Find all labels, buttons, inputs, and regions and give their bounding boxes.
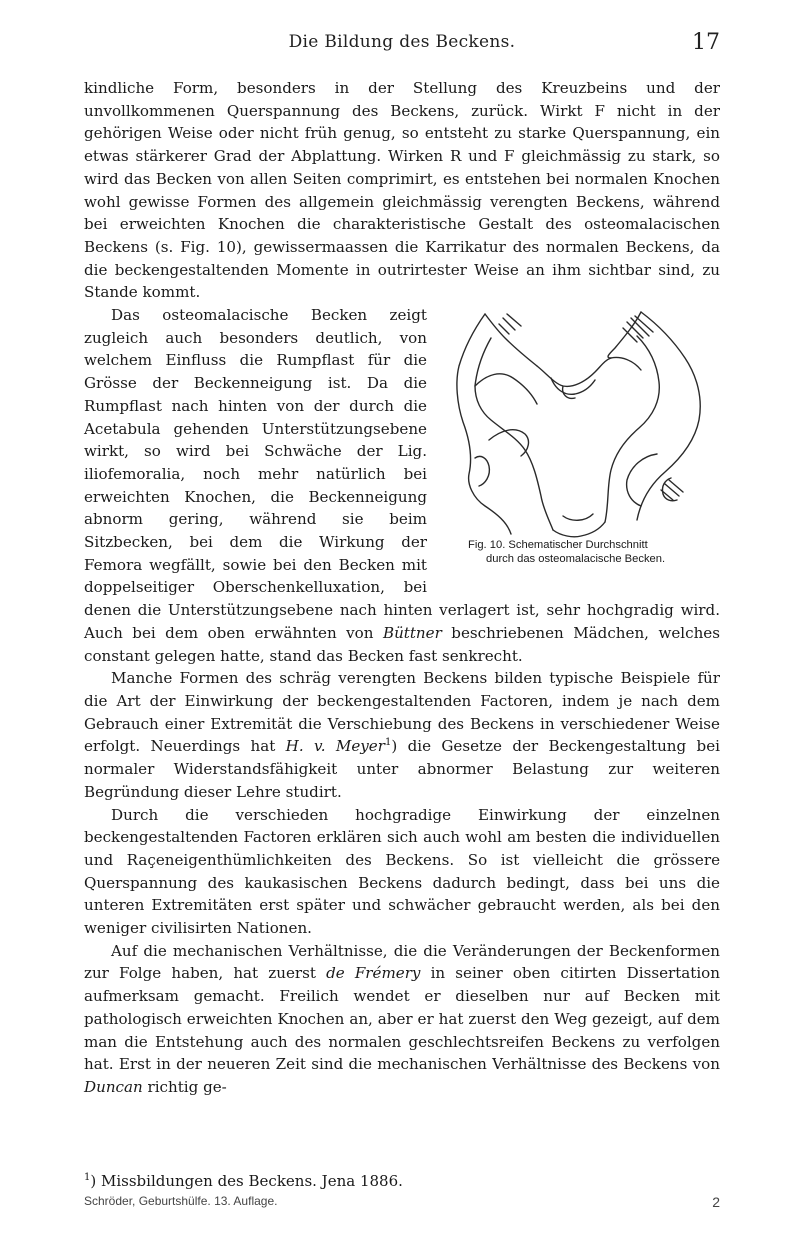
signature-mark: 2 — [712, 1194, 720, 1210]
paragraph-1: kindliche Form, besonders in der Stellung des Kreuzbeins und der unvollkommenen Querspannung des Beckens, zurück. Wirkt F nicht in der gehörigen Weise oder nicht früh genug, so entsteht zu starke Querspannung, ein etwas stärkerer Grad der Abplattung. Wirken R und F gleichmässig zu stark, so wird das Becken von allen Seiten comprimirt, es entstehen bei normalen Knochen wohl gewisse Formen des allgemein gleichmässig verengten Beckens, während bei erweichten Knochen die charakteristische Gestalt des osteomalacischen Beckens (s. Fig. 10), gewissermaassen die Karrikatur des normalen Beckens, da die beckengestaltenden Momente in outrirtester Weise an ihm sichtbar sind, zu Stande kommt. — [84, 79, 720, 302]
author-name: H. v. Meyer — [285, 737, 385, 756]
paragraph-5: Auf die mechanischen Verhältnisse, die die Veränderungen der Beckenformen zur Folge haben, hat zuerst de Frémery in seiner oben citirten Dissertation aufmerksam gemacht. Freilich wendet er dieselben nur auf Becken mit pathologisch erweichten Knochen an, aber er hat zuerst den Weg gezeigt, auf dem man die Entstehung auch des normalen geschlechtsreifen Beckens zu verfolgen hat. Erst in der neueren Zeit sind die mechanischen Verhältnisse des Beckens von Duncan richtig ge- — [84, 941, 720, 1096]
page-number: 17 — [692, 30, 720, 55]
figure-10 — [437, 304, 720, 584]
paragraph-2: Fig. 10. Schematischer Durchschnitt durch das osteomalacische Becken. Das osteomalacische Becken zeigt zugleich auch besonders deutlich, von welchem Einfluss die Rumpflast für die Grösse der Beckenneigung ist. Da die Rumpflast nach hinten von der durch die Acetabula gehenden Unterstützungsebene wirkt, so wird bei Schwäche der Lig. iliofemoralia, noch mehr natürlich bei erweichten Knochen, die Beckenneigung abnorm gering, während sie beim Sitzbecken, bei dem die Wirkung der Femora wegfällt, sowie bei den Becken mit doppelseitiger Oberschenkelluxation, bei denen die Unterstützungsebene nach hinten verlagert ist, sehr hochgradig wird. Auch bei dem oben erwähnten von Büttner beschriebenen Mädchen, welches constant gelegen hatte, stand das Becken fast senkrecht. — [84, 304, 720, 667]
author-name: Duncan — [84, 1077, 143, 1096]
footnote-reference[interactable]: 1 — [384, 737, 392, 749]
footnote — [84, 1170, 720, 1192]
footnote-mark: 1 — [84, 1172, 91, 1183]
author-name: de Frémery — [326, 964, 421, 983]
paragraph-3: Manche Formen des schräg verengten Beckens bilden typische Beispiele für die Art der Einwirkung der beckengestaltenden Factoren, indem je nach dem Gebrauch einer Extremität die Verschiebung des Beckens in verschiedener Weise erfolgt. Neuerdings hat H. v. Meyer$^1$) die Gesetze der Beckengestaltung bei normaler Widerstandsfähigkeit unter abnormer Belastung zur weiteren Begründung dieser Lehre studirt. — [84, 669, 720, 801]
running-header — [84, 30, 720, 60]
publication-line: Schröder, Geburtshülfe. 13. Auflage. — [84, 1194, 278, 1208]
body-text — [84, 77, 720, 1099]
paragraph-4: Durch die verschieden hochgradige Einwirkung der einzelnen beckengestaltenden Factoren erklären sich auch wohl am besten die individuellen und Raçeneigenthümlichkeiten des Beckens. So ist vielleicht die grössere Querspannung des kaukasischen Beckens dadurch bedingt, dass bei uns die unteren Extremitäten erst später und schwächer gebraucht werden, als bei den weniger civilisirten Nationen. — [84, 805, 720, 938]
footnote-text: ) Missbildungen des Beckens. Jena 1886. — [90, 1172, 403, 1190]
page-footer — [84, 1194, 720, 1214]
running-title: Die Bildung des Beckens. — [288, 32, 516, 52]
figure-caption: Fig. 10. Schematischer Durchschnitt durch das osteomalacische Becken. — [468, 539, 666, 566]
pelvis-cross-section-illustration — [445, 308, 707, 538]
author-name: Büttner — [382, 623, 442, 642]
